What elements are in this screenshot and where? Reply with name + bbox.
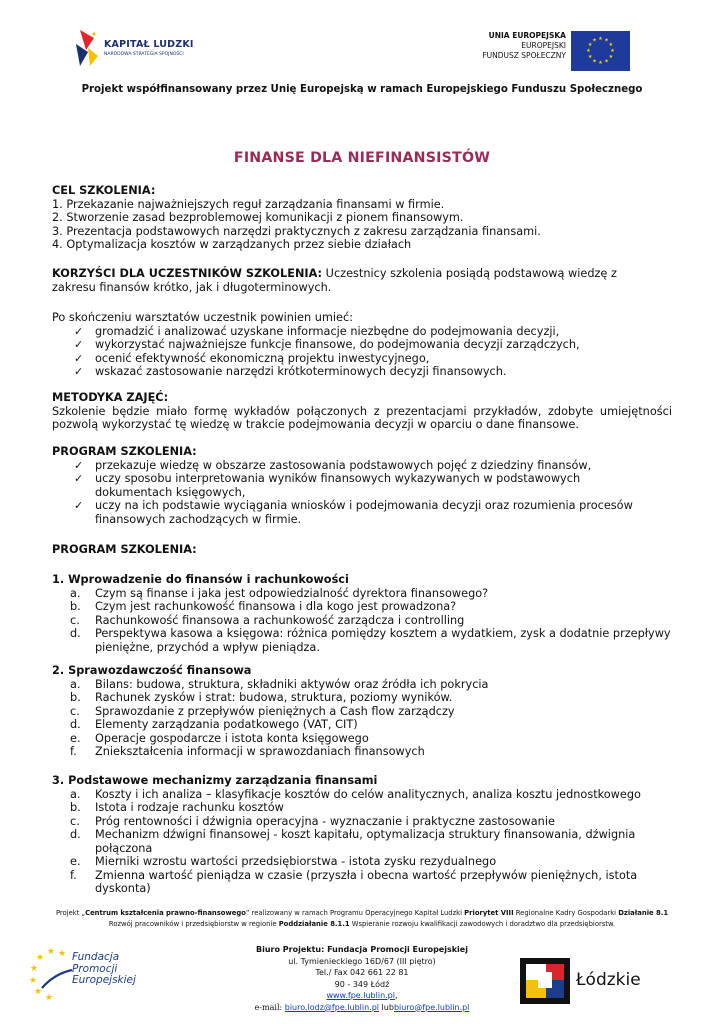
program-item-letter: f. [70,868,77,882]
program-item-text: Mechanizm dźwigni finansowej - koszt kapitału, optymalizacja struktury finansowania, dźwignia połączona [95,828,636,855]
svg-text:★: ★ [598,36,603,42]
program-item-text: Mierniki wzrostu wartości przedsiębiorstwa - istota zysku rezydualnego [95,855,497,868]
program-section-title: 3. Podstawowe mechanizmy zarządzania finansami [52,774,378,787]
program-item [52,732,672,746]
cofinance-statement: Projekt współfinansowany przez Unię Europejską w ramach Europejskiego Funduszu Społecznego [81,84,643,95]
office-phone: Tel./ Fax 042 661 22 81 [315,968,409,977]
office-title: Biuro Projektu: Fundacja Promocji Europejskiej [256,945,468,954]
list-item [52,459,650,473]
program-item-letter: b. [70,600,81,613]
list-item-text: wykorzystać najważniejsze funkcje finansowe, do podejmowania decyzji zarządczych, [95,338,580,351]
program-item-letter: d. [70,718,81,731]
program-item-letter: c. [70,814,80,828]
cel-item: 4. Optymalizacja kosztów w zarządzanych przez siebie działach [52,238,412,251]
email-link-lodz[interactable]: biuro.lodz@fpe.lublin.pl [284,1002,380,1012]
program-item [52,600,672,614]
project-note [30,908,694,930]
lodzkie-logo [520,958,650,1004]
project-note-line-2 [30,919,694,930]
cel-heading: CEL SZKOLENIA: [52,184,156,197]
program-item [52,869,672,896]
fpe-logo-text [72,952,136,987]
program-item-letter: e. [70,731,81,745]
program-item-letter: d. [70,627,81,640]
note-text: Rozwój pracowników i przedsiębiorstw w regionie [108,920,279,928]
program-item-letter: b. [70,691,81,704]
program-item-text: Czym są finanse i jaka jest odpowiedzialność dyrektora finansowego? [95,586,489,600]
svg-text:★: ★ [35,953,45,963]
office-www-line [200,990,524,1002]
svg-text:★: ★ [592,37,597,44]
note-text: Wspieranie rozwoju kwalifikacji zawodowych i doradztwo dla przedsiębiorstw. [349,920,616,928]
metodyka-section [52,391,672,432]
program-item-text: Koszty i ich analiza – klasyfikacje kosztów do celów analitycznych, analiza kosztu jednostkowego [95,787,641,801]
lodzkie-text: Łódzkie [576,970,641,990]
cel-item: 2. Stworzenie zasad bezproblemowej komunikacji z pionem finansowym. [52,211,464,224]
program-item [52,678,672,692]
kapital-ludzki-logo [74,28,204,68]
program-item-letter: d. [70,828,81,841]
svg-text:★: ★ [57,949,67,959]
program-item [52,801,672,815]
list-item [52,338,672,352]
program-item-letter: a. [70,677,81,691]
email-label: e-mail: [254,1002,285,1012]
list-item-text: wskazać zastosowanie narzędzi krótkoterminowych decyzji finansowych. [95,365,507,378]
eu-flag-icon [571,31,630,71]
program-item-text: Zniekształcenia informacji w sprawozdaniach finansowych [95,745,425,758]
project-note-line-1 [30,908,694,919]
program-section-title: 1. Wprowadzenie do finansów i rachunkowości [52,573,349,586]
program-item-text: Próg rentowności i dźwignia operacyjna - wyznaczanie i praktyczne zastosowanie [95,814,555,828]
list-item-text: przekazuje wiedzę w obszarze zastosowania podstawowych pojęć z dziedziny finansów, [95,458,592,472]
website-link[interactable]: www.fpe.lublin.pl [326,991,395,1000]
warsztaty-intro: Po skończeniu warsztatów uczestnik powinien umieć: [52,311,354,324]
korzysci-section [52,267,658,294]
note-text: Projekt „ [55,909,86,917]
korzysci-text: Uczestnicy szkolenia posiądą podstawową wiedzę z zakresu finansów krótko, jak i długoterminowych. [52,267,617,294]
svg-text:★: ★ [608,42,614,48]
list-item [52,325,672,339]
program-item-letter: c. [70,704,80,718]
program-item-text: Rachunkowość finansowa a rachunkowość zarządcza i controlling [95,613,465,627]
note-text: Regionalne Kadry Gospodarki [513,909,619,917]
korzysci-heading: KORZYŚCI DLA UCZESTNIKÓW SZKOLENIA: [52,267,323,280]
program-item-text: Sprawozdanie z przepływów pieniężnych a Cash flow zarządczy [95,704,455,718]
svg-text:★: ★ [44,993,54,1002]
warsztaty-section [52,311,672,379]
email-link-biuro[interactable]: biuro@fpe.lublin.pl [393,1002,470,1012]
program-item-letter: e. [70,855,81,868]
svg-text:★: ★ [587,54,593,60]
eu-line-1: UNIA EUROPEJSKA [488,31,566,40]
program-item [52,691,672,705]
program-item-text: Istota i rodzaje rachunku kosztów [95,801,284,814]
list-item-text: ocenić efektywność ekonomiczną projektu inwestycyjnego, [95,351,430,365]
list-item [52,352,672,366]
cel-item: 1. Przekazanie najważniejszych reguł zarządzania finansami w firmie. [52,197,445,211]
punctuation: , [394,991,398,1000]
checkmark-icon: ✓ [74,472,84,485]
svg-text:★: ★ [608,54,614,60]
list-item-text: gromadzić i analizować uzyskane informacje niezbędne do podejmowania decyzji, [95,324,560,338]
metodyka-text: Szkolenie będzie miało formę wykładów połączonych z prezentacjami przykładów, zdobyte umiejętności pozwolą wykorzystać tę wiedzę w trakcie podejmowania decyzji w oparciu o dane finansowe. [52,404,672,431]
office-address [200,944,524,1013]
eu-line-2: EUROPEJSKI [521,41,566,50]
program-section-2 [52,664,672,759]
eu-line-3: FUNDUSZ SPOŁECZNY [482,51,566,60]
program-item [52,745,672,759]
checkmark-icon: ✓ [74,458,84,472]
cel-item: 3. Prezentacja podstawowych narzędzi praktycznych z zakresu zarządzania finansami. [52,224,541,238]
note-project-name: Centrum kształcenia prawno-finansowego [85,909,246,917]
document-title: FINANSE DLA NIEFINANSISTÓW [233,150,491,166]
note-subaction: Poddziałanie 8.1.1 [278,920,350,928]
checkmark-icon: ✓ [74,351,84,365]
cel-section [52,184,672,252]
checkmark-icon: ✓ [74,365,84,378]
program-item-text: Bilans: budowa, struktura, składniki aktywów oraz źródła ich pokrycia [95,677,489,691]
program-item [52,828,672,855]
list-item-text: uczy sposobu interpretowania wyników finansowych wykazywanych w podstawowych dokumentach księgowych, [95,472,581,499]
fpe-logo [28,944,158,1004]
program-item-text: Perspektywa kasowa a księgowa: różnica pomiędzy kosztem a wydatkiem, zysk a dodatnie przepływy pieniężne, przychód a wpływ pieniądza. [95,627,671,654]
list-item [52,472,650,499]
note-text: ” realizowany w ramach Programu Operacyjnego Kapitał Ludzki [245,909,465,917]
program-item-letter: a. [70,787,81,801]
program-item-text: Zmienna wartość pieniądza w czasie (przyszła i obecna wartość przepływów pieniężnych, istota dyskonta) [95,868,638,895]
kapital-ludzki-title: KAPITAŁ LUDZKI [104,39,194,50]
svg-text:★: ★ [33,987,43,997]
metodyka-heading: METODYKA ZAJĘĆ: [52,391,169,404]
office-email-line [200,1002,524,1014]
program-item [52,627,672,654]
program-item-text: Operacje gospodarcze i istota konta księgowego [95,731,369,745]
program-item-letter: a. [70,586,81,600]
program-summary-section [52,445,672,526]
note-action: Działanie 8.1 [618,909,669,917]
program-heading: PROGRAM SZKOLENIA: [52,543,197,556]
email-separator: lub [379,1002,394,1012]
fpe-stars-icon [28,944,74,1002]
program-section-title: 2. Sprawozdawczość finansowa [52,664,252,677]
fpe-logo-line: Promocji [72,962,118,975]
checkmark-icon: ✓ [74,324,84,338]
eu-logo-text [482,31,566,61]
svg-text:★: ★ [29,964,39,974]
svg-text:★: ★ [586,48,591,54]
svg-text:★: ★ [604,58,609,65]
checkmark-icon: ✓ [74,499,84,512]
program-item-text: Czym jest rachunkowość finansowa i dla kogo jest prowadzona? [95,600,457,613]
fpe-logo-line: Europejskiej [72,974,136,986]
program-item [52,855,672,869]
program-item-letter: b. [70,801,81,814]
program-item-text: Elementy zarządzania podatkowego (VAT, CIT) [95,718,358,731]
program-item-letter: f. [70,745,77,758]
program-item [52,705,672,719]
svg-text:★: ★ [46,947,56,957]
program-heading: PROGRAM SZKOLENIA: [52,445,197,458]
svg-text:★: ★ [587,42,593,48]
checkmark-icon: ✓ [74,338,84,351]
program-item [52,614,672,628]
list-item [52,365,672,379]
kapital-ludzki-emblem-icon [74,28,100,68]
program-item-letter: c. [70,613,80,627]
program-item [52,788,672,802]
program-item [52,587,672,601]
svg-text:★: ★ [610,48,615,54]
note-priority: Priorytet VIII [464,909,514,917]
svg-text:★: ★ [604,37,609,44]
svg-text:★: ★ [28,976,38,986]
fpe-logo-line: Fundacja [72,951,120,963]
svg-text:★: ★ [592,58,597,65]
program-item [52,815,672,829]
program-item [52,718,672,732]
kapital-ludzki-subtitle: NARODOWA STRATEGIA SPÓJNOŚCI [104,52,184,57]
office-street: ul. Tymienieckiego 16D/67 (III piętro) [288,956,436,966]
program-item-text: Rachunek zysków i strat: budowa, struktura, poziomy wyników. [95,691,453,704]
lodzkie-emblem-icon [520,958,570,1004]
program-section-3 [52,774,672,896]
list-item [52,499,650,526]
office-city: 90 - 349 Łódź [334,979,390,989]
program-section-1 [52,573,672,654]
list-item-text: uczy na ich podstawie wyciągania wniosków i podejmowania decyzji oraz rozumienia procesów finansowych zachodzących w firmie. [95,499,633,526]
svg-text:★: ★ [598,60,603,66]
